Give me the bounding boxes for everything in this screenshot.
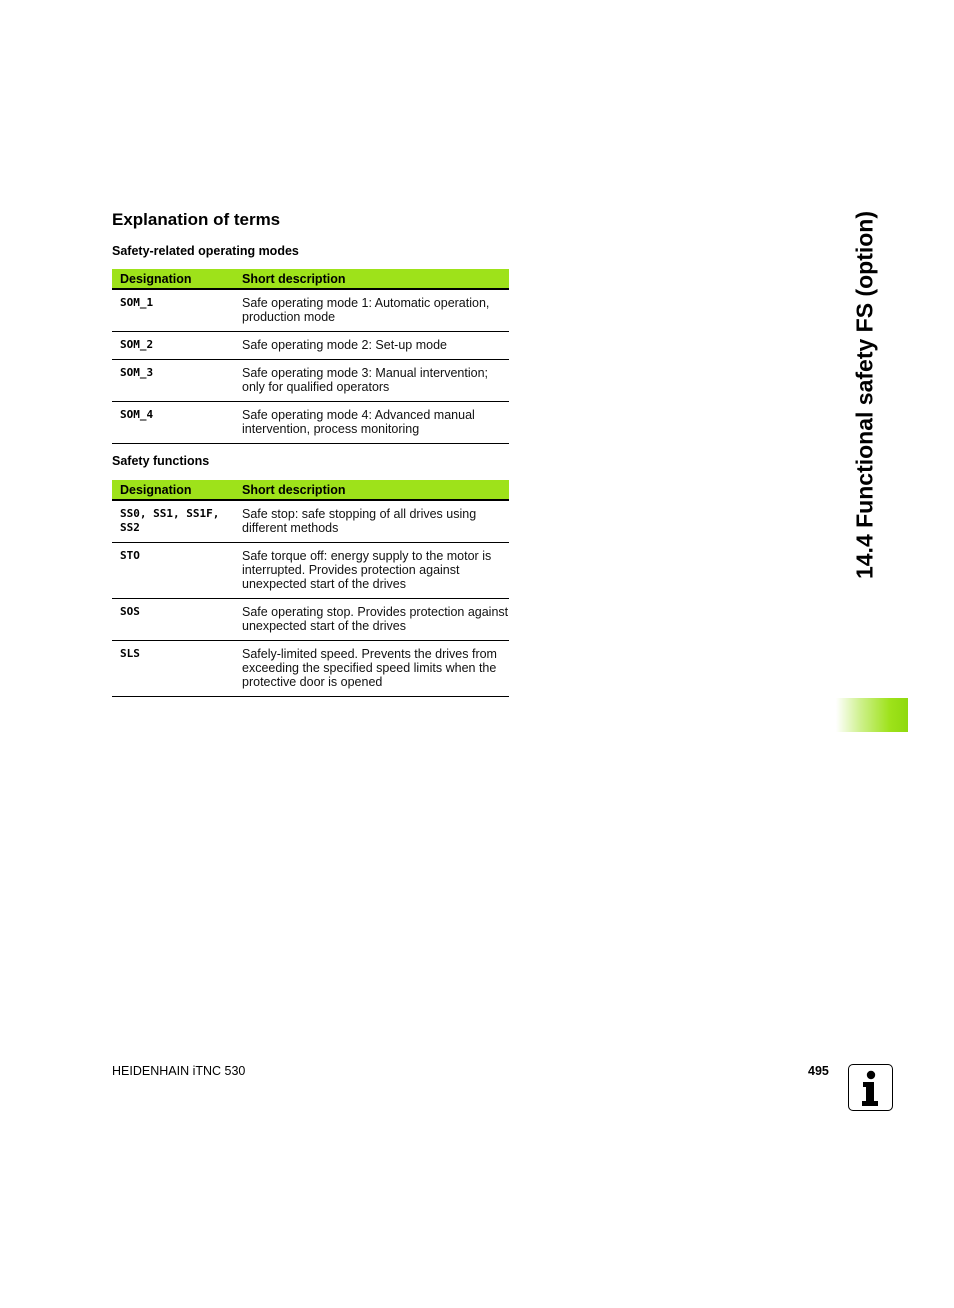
table-row xyxy=(112,402,509,444)
designation-cell: SLS xyxy=(112,641,234,697)
table-header-row xyxy=(112,269,509,289)
description-cell: Safe operating mode 2: Set-up mode xyxy=(234,332,509,360)
column-header-description: Short description xyxy=(234,269,509,289)
table-header-row xyxy=(112,480,509,500)
column-header-designation: Designation xyxy=(112,480,234,500)
safety-functions-table xyxy=(112,480,509,697)
footer-product-name: HEIDENHAIN iTNC 530 xyxy=(112,1064,246,1078)
table-row xyxy=(112,500,509,543)
designation-cell: SOM_2 xyxy=(112,332,234,360)
chapter-side-heading: 14.4 Functional safety FS (option) xyxy=(851,210,878,580)
page-number: 495 xyxy=(808,1064,829,1078)
designation-cell: SOM_1 xyxy=(112,289,234,332)
description-cell: Safely-limited speed. Prevents the drives from exceeding the specified speed limits when the protective door is opened xyxy=(234,641,509,697)
column-header-designation: Designation xyxy=(112,269,234,289)
designation-cell: SOS xyxy=(112,599,234,641)
designation-cell: STO xyxy=(112,543,234,599)
info-icon xyxy=(848,1064,893,1111)
description-cell: Safe operating mode 3: Manual intervention; only for qualified operators xyxy=(234,360,509,402)
table-row xyxy=(112,543,509,599)
description-cell: Safe stop: safe stopping of all drives using different methods xyxy=(234,500,509,543)
description-cell: Safe torque off: energy supply to the motor is interrupted. Provides protection against unexpected start of the drives xyxy=(234,543,509,599)
modes-subtitle: Safety-related operating modes xyxy=(112,244,299,258)
column-header-description: Short description xyxy=(234,480,509,500)
functions-subtitle: Safety functions xyxy=(112,454,210,468)
description-cell: Safe operating stop. Provides protection against unexpected start of the drives xyxy=(234,599,509,641)
table-row xyxy=(112,641,509,697)
description-cell: Safe operating mode 1: Automatic operation, production mode xyxy=(234,289,509,332)
designation-cell: SOM_3 xyxy=(112,360,234,402)
description-cell: Safe operating mode 4: Advanced manual intervention, process monitoring xyxy=(234,402,509,444)
table-row xyxy=(112,289,509,332)
table-row xyxy=(112,360,509,402)
designation-cell: SOM_4 xyxy=(112,402,234,444)
designation-cell: SS0, SS1, SS1F, SS2 xyxy=(112,500,234,543)
table-row xyxy=(112,599,509,641)
operating-modes-table xyxy=(112,269,509,444)
section-title: Explanation of terms xyxy=(112,210,281,229)
chapter-tab-marker xyxy=(836,698,908,732)
table-row xyxy=(112,332,509,360)
